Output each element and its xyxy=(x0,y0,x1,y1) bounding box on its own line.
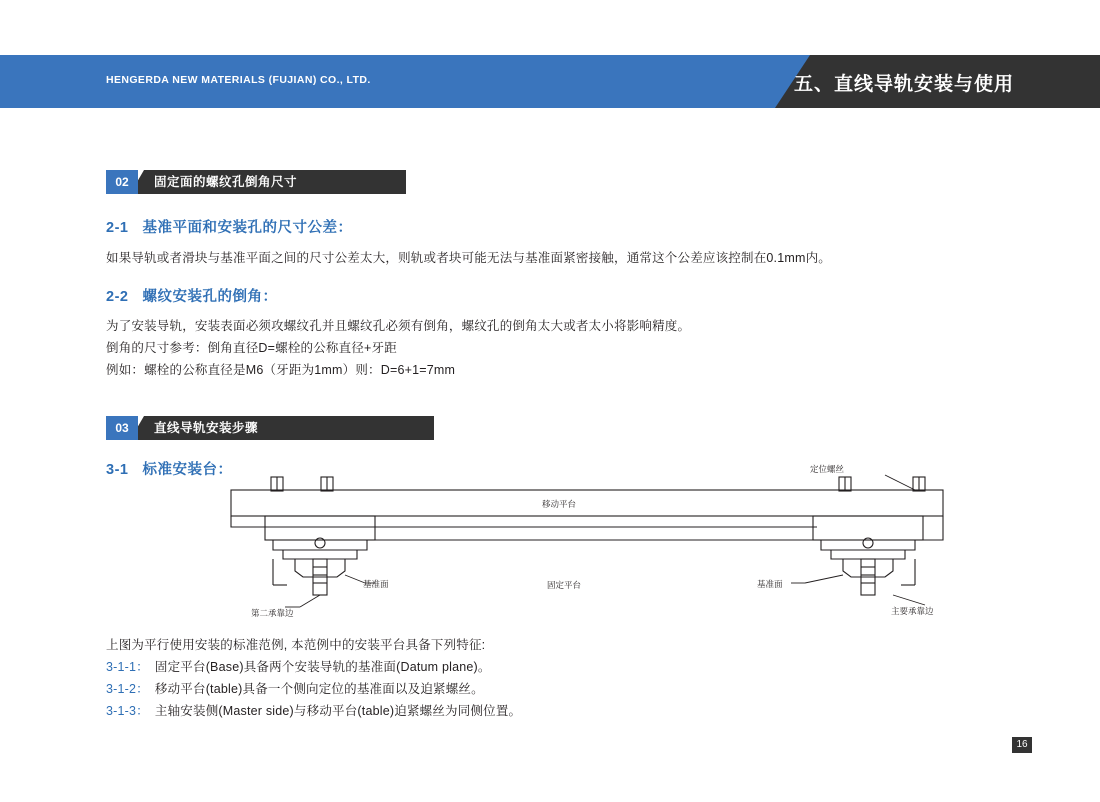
subheading-3-1-text: 标准安装台： xyxy=(142,462,233,478)
item-text: 移动平台(table)具备一个侧向定位的基准面以及迫紧螺丝。 xyxy=(154,682,484,696)
page-header xyxy=(0,55,1100,108)
item-index: 3-1-3： xyxy=(106,704,149,718)
diagram-svg xyxy=(225,455,955,625)
paragraph-3-1-intro: 上图为平行使用安装的标准范例, 本范例中的安装平台具备下列特征: xyxy=(106,638,486,652)
label-moving-platform: 移动平台 xyxy=(542,499,577,509)
subheading-2-1-text: 基准平面和安装孔的尺寸公差： xyxy=(142,220,353,236)
item-text: 固定平台(Base)具备两个安装导轨的基准面(Datum plane)。 xyxy=(154,660,491,674)
label-second-reference: 第二承靠边 xyxy=(251,608,294,618)
numbered-item-3-1-2 xyxy=(106,679,484,697)
paragraph-2-2-line-1: 为了安装导轨，安装表面必须攻螺纹孔并且螺纹孔必须有倒角，螺纹孔的倒角太大或者太小将影响精度。 xyxy=(106,319,691,333)
section-title: 直线导轨安装步骤 xyxy=(154,421,259,435)
label-datum-left: 基准面 xyxy=(363,579,389,589)
subheading-2-1 xyxy=(106,216,352,237)
numbered-item-3-1-3 xyxy=(106,701,521,719)
paragraph-2-1: 如果导轨或者滑块与基准平面之间的尺寸公差太大，则轨或者块可能无法与基准面紧密接触，通常这个公差应该控制在0.1mm内。 xyxy=(106,251,832,265)
subheading-2-1-index: 2-1 xyxy=(106,220,129,236)
item-index: 3-1-1： xyxy=(106,660,149,674)
section-number: 02 xyxy=(106,170,138,194)
label-datum-right: 基准面 xyxy=(757,579,783,589)
company-name: HENGERDA NEW MATERIALS (FUJIAN) CO., LTD. xyxy=(106,74,371,86)
installation-diagram xyxy=(225,455,955,625)
chapter-title: 五、直线导轨安装与使用 xyxy=(793,74,1014,95)
subheading-2-2 xyxy=(106,285,277,306)
subheading-3-1-index: 3-1 xyxy=(106,462,129,478)
label-main-reference: 主要承靠边 xyxy=(891,606,934,616)
section-title: 固定面的螺纹孔倒角尺寸 xyxy=(154,175,298,189)
subheading-2-2-index: 2-2 xyxy=(106,289,129,305)
item-index: 3-1-2： xyxy=(106,682,149,696)
label-fixed-platform: 固定平台 xyxy=(547,580,582,590)
paragraph-2-2-line-2: 倒角的尺寸参考：倒角直径D=螺栓的公称直径+牙距 xyxy=(106,341,397,355)
section-tag-02 xyxy=(106,170,406,194)
subheading-3-1 xyxy=(106,458,232,479)
paragraph-2-2-line-3: 例如：螺栓的公称直径是M6（牙距为1mm）则：D=6+1=7mm xyxy=(106,363,456,377)
subheading-2-2-text: 螺纹安装孔的倒角： xyxy=(142,289,278,305)
item-text: 主轴安装侧(Master side)与移动平台(table)迫紧螺丝为同侧位置。 xyxy=(154,704,522,718)
numbered-item-3-1-1 xyxy=(106,657,491,675)
section-tag-03 xyxy=(106,416,436,440)
label-positioning-screw: 定位螺丝 xyxy=(810,464,845,474)
section-number: 03 xyxy=(106,416,138,440)
page-number: 16 xyxy=(1012,737,1032,753)
